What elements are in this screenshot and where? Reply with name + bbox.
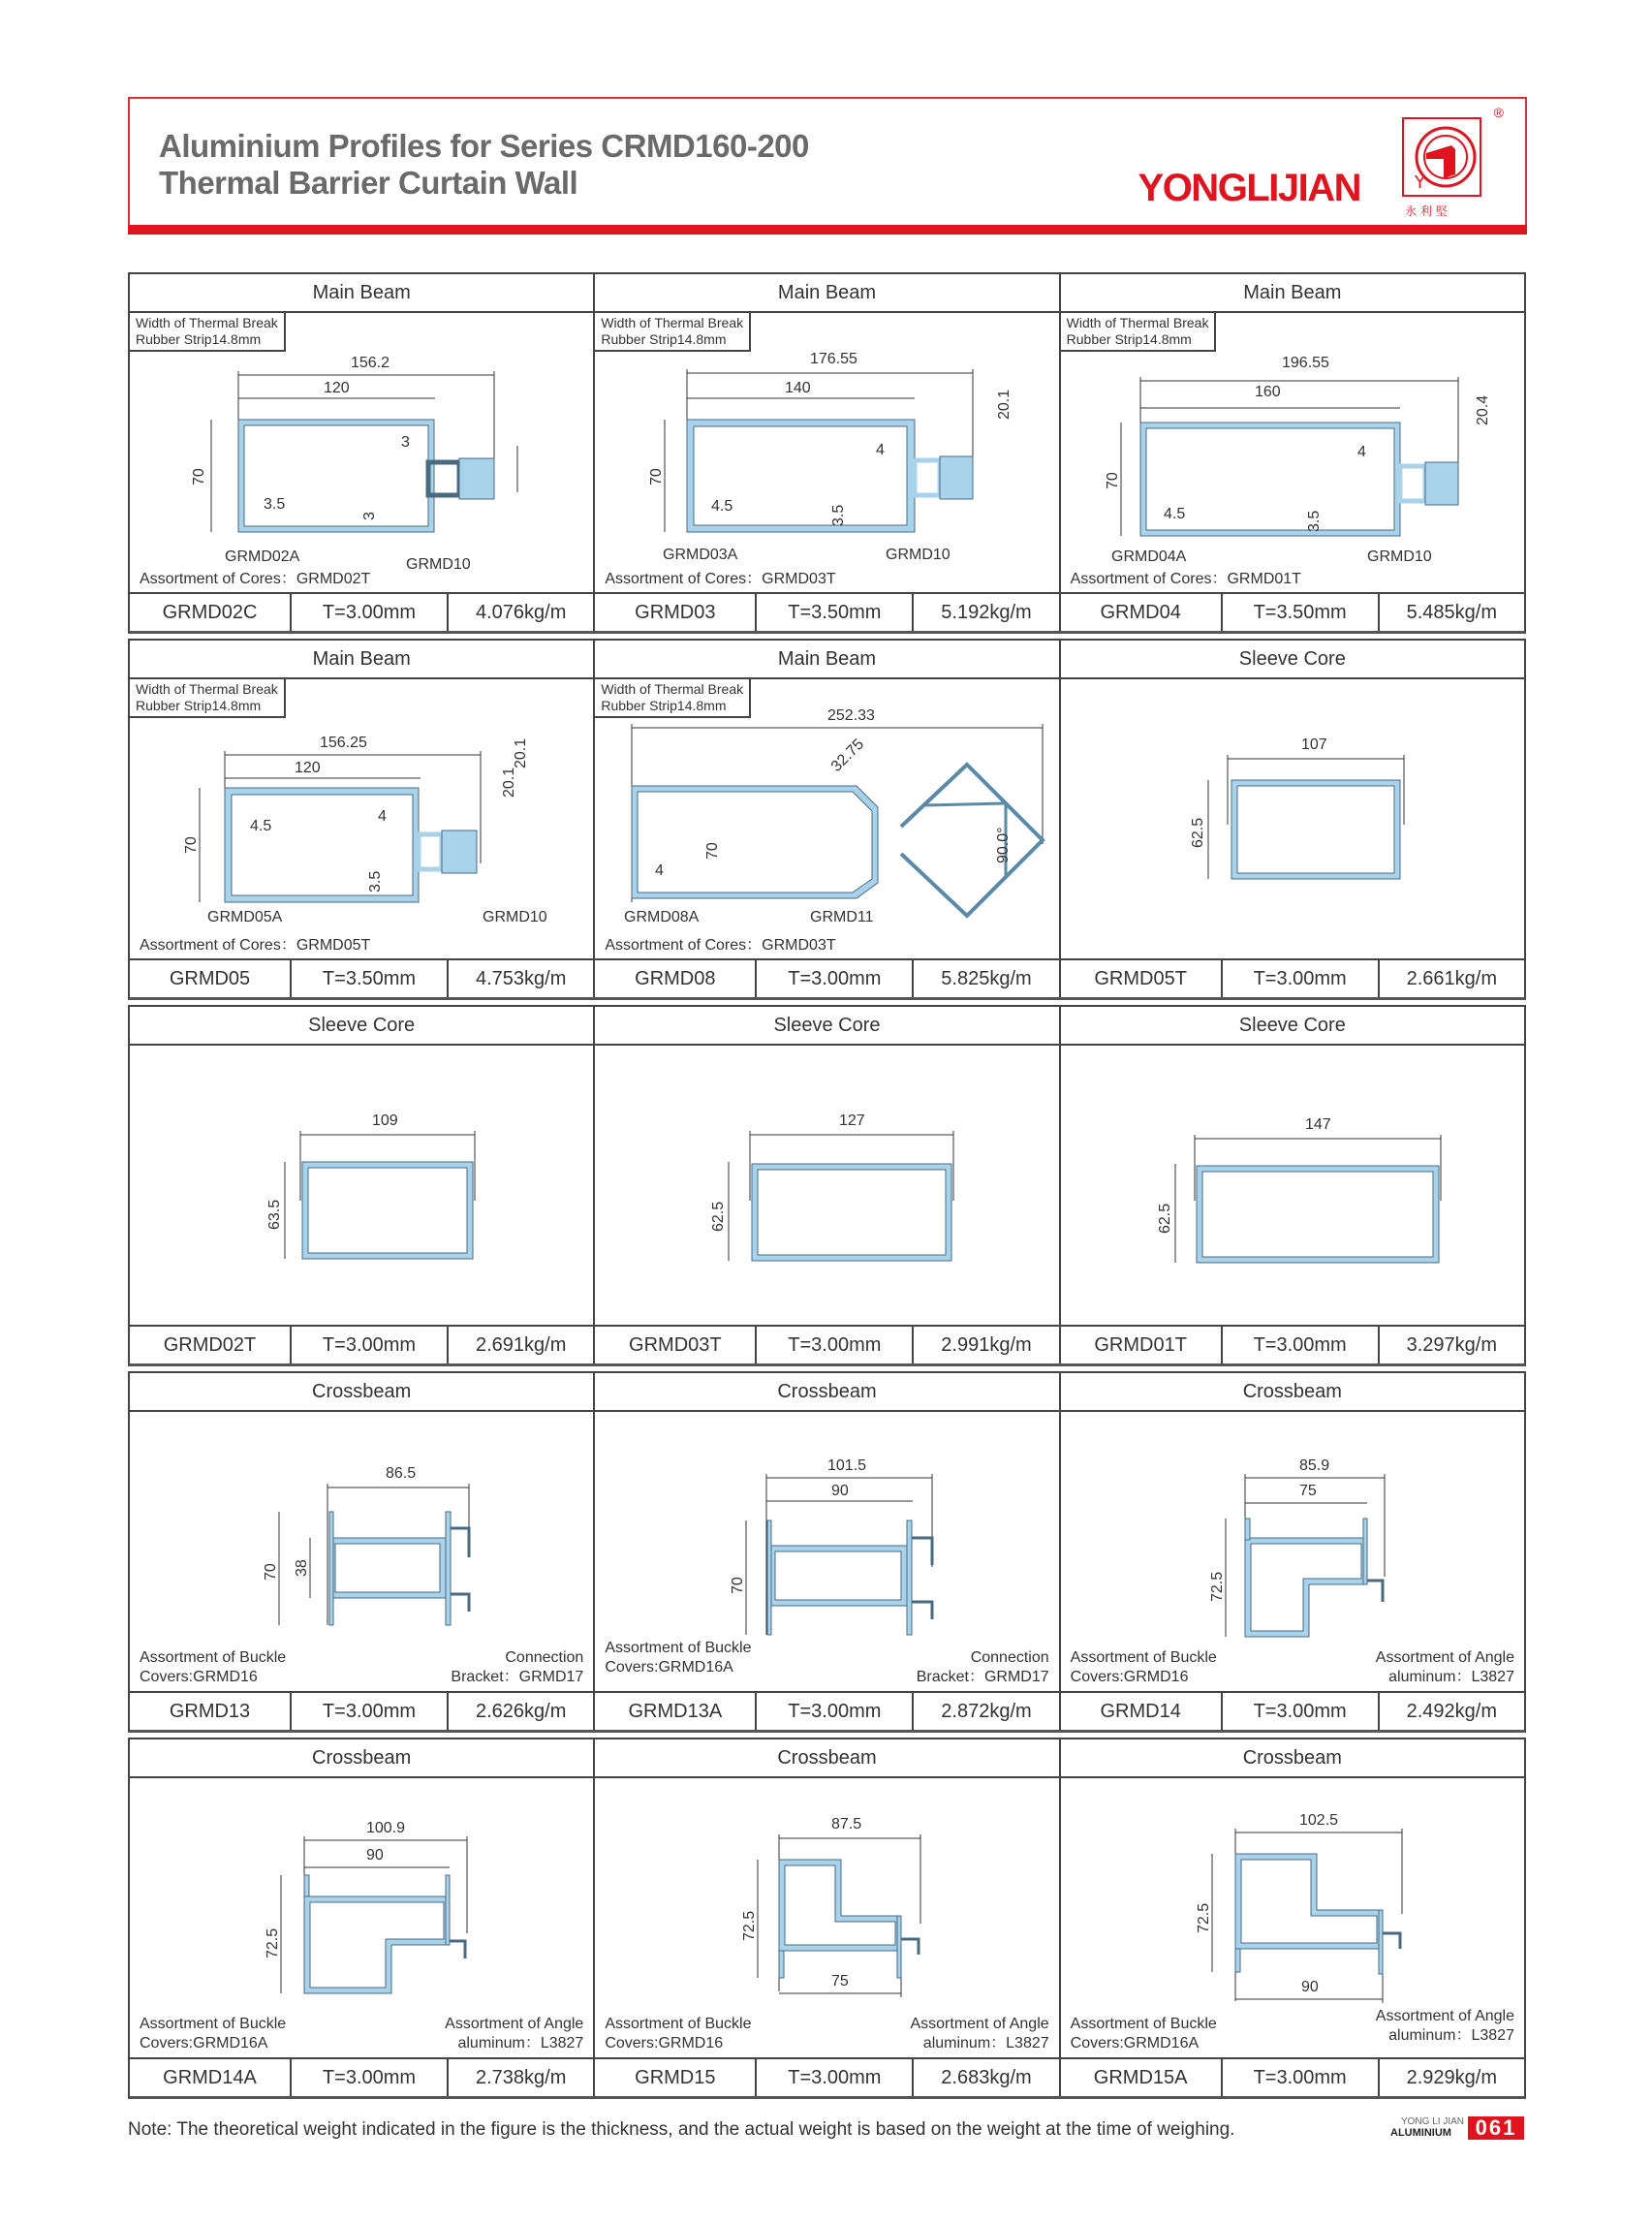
- svg-text:GRMD03A: GRMD03A: [663, 547, 738, 563]
- svg-text:252.33: 252.33: [827, 707, 876, 724]
- profile-weight: 2.872kg/m: [941, 1701, 1032, 1722]
- profile-card: [1061, 1007, 1524, 1363]
- profile-drawing: [130, 679, 595, 965]
- svg-text:GRMD10: GRMD10: [406, 556, 471, 573]
- card-title: Sleeve Core: [1061, 641, 1524, 679]
- connection-bracket-note: Connection Bracket：GRMD17: [916, 1649, 1049, 1685]
- svg-text:GRMD10: GRMD10: [1366, 548, 1432, 565]
- svg-text:101.5: 101.5: [827, 1457, 867, 1474]
- profile-weight: 2.738kg/m: [475, 2067, 567, 2088]
- profile-code: GRMD14A: [130, 2059, 292, 2096]
- svg-text:72.5: 72.5: [265, 1927, 281, 1958]
- card-title: Sleeve Core: [595, 1007, 1058, 1046]
- buckle-cover-note: Assortment of Buckle Covers:GRMD16: [605, 2016, 752, 2052]
- card-drawing: [130, 1412, 593, 1691]
- svg-text:20.4: 20.4: [1474, 394, 1491, 425]
- angle-aluminum-note: Assortment of Angle aluminum：L3827: [1375, 2008, 1514, 2044]
- svg-text:90: 90: [366, 1847, 384, 1864]
- card-title: Main Beam: [130, 641, 593, 679]
- svg-text:62.5: 62.5: [710, 1201, 728, 1232]
- profile-drawing: [130, 1046, 595, 1331]
- card-drawing: [1061, 313, 1524, 592]
- svg-text:176.55: 176.55: [810, 351, 858, 367]
- svg-text:3.5: 3.5: [367, 870, 384, 893]
- connection-bracket-note: Connection Bracket：GRMD17: [451, 1649, 584, 1685]
- svg-text:GRMD10: GRMD10: [886, 547, 951, 563]
- angle-aluminum-note: Assortment of Angle aluminum：L3827: [445, 2016, 584, 2052]
- profile-code: GRMD13A: [595, 1693, 757, 1730]
- buckle-cover-note: Assortment of Buckle Covers:GRMD16A: [1070, 2016, 1217, 2052]
- profile-weight: 2.691kg/m: [475, 1334, 567, 1356]
- buckle-cover-note: Assortment of Buckle Covers:GRMD16A: [140, 2016, 287, 2052]
- svg-text:Y: Y: [1415, 172, 1425, 193]
- page-title: [159, 128, 809, 202]
- svg-text:3.5: 3.5: [1305, 510, 1323, 532]
- profile-thickness: T=3.50mm: [1223, 594, 1380, 631]
- brand-name: YONGLIJIAN: [1138, 167, 1360, 209]
- svg-text:4: 4: [1356, 444, 1366, 460]
- profile-card: [595, 641, 1060, 997]
- svg-text:127: 127: [839, 1112, 866, 1129]
- card-drawing: [1061, 1046, 1524, 1325]
- card-drawing: [1061, 1412, 1524, 1691]
- svg-text:4: 4: [378, 808, 387, 825]
- svg-text:GRMD10: GRMD10: [483, 909, 547, 925]
- profile-weight: 4.753kg/m: [475, 968, 567, 989]
- thermal-strip-note: Width of Thermal Break Rubber Strip14.8mm: [130, 313, 286, 352]
- card-title: Crossbeam: [595, 1373, 1058, 1412]
- svg-text:32.75: 32.75: [828, 736, 868, 775]
- svg-text:63.5: 63.5: [266, 1199, 283, 1230]
- page-badge: [1390, 2115, 1517, 2140]
- profile-code: GRMD04: [1061, 594, 1223, 631]
- grid-row: [128, 1738, 1526, 2099]
- profile-card: [595, 1373, 1060, 1730]
- card-drawing: [595, 1778, 1058, 2057]
- svg-text:3.5: 3.5: [264, 496, 286, 513]
- profile-thickness: T=3.00mm: [1223, 960, 1380, 997]
- profile-weight: 5.825kg/m: [941, 968, 1032, 989]
- svg-text:90.0°: 90.0°: [995, 827, 1013, 863]
- profile-card: [1061, 1739, 1524, 2096]
- profile-weight: 5.485kg/m: [1406, 602, 1498, 623]
- cores-note: Assortment of Cores：GRMD02T: [140, 571, 371, 587]
- cores-note: Assortment of Cores：GRMD03T: [605, 937, 836, 954]
- svg-text:4.5: 4.5: [711, 498, 733, 515]
- svg-text:GRMD11: GRMD11: [810, 909, 874, 925]
- profile-drawing: [595, 679, 1060, 965]
- profile-weight: 2.991kg/m: [941, 1334, 1032, 1356]
- profile-card: [1061, 1373, 1524, 1730]
- profile-thickness: T=3.00mm: [757, 2059, 914, 2096]
- angle-aluminum-note: Assortment of Angle aluminum：L3827: [1375, 1649, 1514, 1685]
- profile-card: [595, 1739, 1060, 2096]
- svg-text:90: 90: [831, 1483, 850, 1499]
- profile-thickness: T=3.00mm: [757, 1327, 914, 1363]
- profile-thickness: T=3.00mm: [292, 2059, 449, 2096]
- svg-text:4: 4: [655, 862, 665, 879]
- svg-text:GRMD02A: GRMD02A: [225, 548, 300, 565]
- profile-card: [130, 1007, 595, 1363]
- profile-thickness: T=3.00mm: [757, 1693, 914, 1730]
- grid-row: [128, 1005, 1526, 1366]
- page-number: 061: [1468, 2116, 1524, 2140]
- profile-code: GRMD03T: [595, 1327, 757, 1363]
- svg-text:120: 120: [324, 380, 350, 396]
- profile-card: [130, 641, 595, 997]
- profile-card: [130, 1373, 595, 1730]
- svg-text:70: 70: [183, 836, 200, 854]
- profile-code: GRMD13: [130, 1693, 292, 1730]
- svg-text:140: 140: [785, 380, 812, 396]
- svg-text:147: 147: [1304, 1116, 1331, 1133]
- buckle-cover-note: Assortment of Buckle Covers:GRMD16: [1070, 1649, 1217, 1685]
- profile-code: GRMD01T: [1061, 1327, 1223, 1363]
- profile-weight: 2.661kg/m: [1406, 968, 1498, 989]
- profile-code: GRMD08: [595, 960, 757, 997]
- thermal-strip-note: Width of Thermal Break Rubber Strip14.8mm: [595, 679, 751, 718]
- svg-text:70: 70: [263, 1563, 279, 1581]
- svg-text:72.5: 72.5: [1195, 1902, 1212, 1933]
- brand-logo-icon: [1401, 116, 1488, 221]
- svg-text:3: 3: [361, 512, 378, 520]
- profile-thickness: T=3.50mm: [292, 960, 449, 997]
- buckle-cover-note: Assortment of Buckle Covers:GRMD16: [140, 1649, 287, 1685]
- weight-footnote: Note: The theoretical weight indicated in the figure is the thickness, and the actual weight is based on the weight at the time of weighing.: [128, 2119, 1235, 2140]
- profile-drawing: [1061, 679, 1526, 965]
- svg-text:100.9: 100.9: [366, 1820, 406, 1836]
- card-title: Crossbeam: [130, 1739, 593, 1778]
- svg-text:72.5: 72.5: [741, 1910, 759, 1941]
- svg-text:160: 160: [1254, 384, 1281, 400]
- profile-code: GRMD02T: [130, 1327, 292, 1363]
- card-title: Sleeve Core: [130, 1007, 593, 1046]
- profile-code: GRMD05: [130, 960, 292, 997]
- profile-drawing: [1061, 313, 1526, 599]
- svg-text:GRMD04A: GRMD04A: [1110, 548, 1187, 565]
- card-drawing: [1061, 679, 1524, 958]
- card-title: Crossbeam: [1061, 1739, 1524, 1778]
- profile-thickness: T=3.00mm: [292, 1327, 449, 1363]
- svg-text:20.1: 20.1: [513, 737, 529, 768]
- svg-text:156.25: 156.25: [320, 735, 367, 751]
- card-drawing: [1061, 1778, 1524, 2057]
- card-title: Main Beam: [1061, 274, 1524, 313]
- profile-card: [1061, 274, 1524, 631]
- cores-note: Assortment of Cores：GRMD05T: [140, 937, 371, 954]
- profile-thickness: T=3.00mm: [1223, 1327, 1380, 1363]
- footer-brand-sub: ALUMINIUM: [1390, 2127, 1451, 2139]
- profile-thickness: T=3.50mm: [757, 594, 914, 631]
- svg-text:20.1: 20.1: [996, 389, 1013, 420]
- svg-text:70: 70: [730, 1577, 747, 1594]
- grid-row: [128, 1371, 1526, 1733]
- card-drawing: [130, 679, 593, 958]
- svg-text:70: 70: [704, 842, 722, 860]
- profile-thickness: T=3.00mm: [1223, 1693, 1380, 1730]
- header-accent-bar: [128, 225, 1527, 235]
- svg-text:156.2: 156.2: [351, 355, 390, 371]
- svg-text:107: 107: [1300, 736, 1327, 753]
- profile-weight: 3.297kg/m: [1406, 1334, 1498, 1356]
- svg-text:3: 3: [401, 434, 410, 451]
- svg-text:38: 38: [294, 1559, 310, 1577]
- profile-weight: 2.492kg/m: [1406, 1701, 1498, 1722]
- svg-text:62.5: 62.5: [1156, 1203, 1173, 1234]
- profile-drawing: [595, 1046, 1060, 1331]
- svg-text:永 利 堅: 永 利 堅: [1405, 204, 1448, 218]
- card-drawing: [595, 679, 1058, 958]
- profile-weight: 2.626kg/m: [475, 1701, 567, 1722]
- grid-row: [128, 639, 1526, 1000]
- card-title: Main Beam: [595, 641, 1058, 679]
- thermal-strip-note: Width of Thermal Break Rubber Strip14.8mm: [1061, 313, 1217, 352]
- thermal-strip-note: Width of Thermal Break Rubber Strip14.8mm: [595, 313, 751, 352]
- svg-text:109: 109: [372, 1112, 398, 1129]
- title-line-2: Thermal Barrier Curtain Wall: [159, 165, 578, 201]
- svg-text:75: 75: [1298, 1483, 1317, 1499]
- svg-text:70: 70: [1104, 472, 1121, 489]
- svg-text:GRMD08A: GRMD08A: [624, 909, 700, 925]
- cores-note: Assortment of Cores：GRMD01T: [1070, 571, 1301, 587]
- profile-grid: [128, 272, 1526, 2104]
- svg-text:GRMD05A: GRMD05A: [207, 909, 283, 925]
- svg-text:86.5: 86.5: [386, 1465, 417, 1482]
- svg-text:120: 120: [295, 760, 321, 776]
- profile-drawing: [1061, 1046, 1526, 1331]
- card-title: Sleeve Core: [1061, 1007, 1524, 1046]
- thermal-strip-note: Width of Thermal Break Rubber Strip14.8mm: [130, 679, 286, 718]
- profile-weight: 2.683kg/m: [941, 2067, 1032, 2088]
- profile-card: [595, 1007, 1060, 1363]
- card-drawing: [130, 1778, 593, 2057]
- svg-text:20.1: 20.1: [501, 767, 517, 798]
- svg-text:4: 4: [876, 442, 886, 458]
- svg-text:4.5: 4.5: [250, 818, 272, 834]
- svg-text:196.55: 196.55: [1281, 355, 1329, 371]
- profile-code: GRMD15: [595, 2059, 757, 2096]
- page-header: [128, 97, 1527, 225]
- profile-thickness: T=3.00mm: [292, 1693, 449, 1730]
- svg-text:3.5: 3.5: [830, 504, 848, 526]
- svg-text:90: 90: [1300, 1979, 1319, 1995]
- angle-aluminum-note: Assortment of Angle aluminum：L3827: [910, 2016, 1049, 2052]
- card-title: Crossbeam: [1061, 1373, 1524, 1412]
- card-title: Crossbeam: [595, 1739, 1058, 1778]
- profile-thickness: T=3.00mm: [1223, 2059, 1380, 2096]
- registered-mark: ®: [1493, 105, 1504, 120]
- profile-code: GRMD02C: [130, 594, 292, 631]
- card-drawing: [595, 1046, 1058, 1325]
- profile-card: [130, 1739, 595, 2096]
- svg-text:85.9: 85.9: [1298, 1457, 1329, 1474]
- card-drawing: [130, 1046, 593, 1325]
- card-title: Main Beam: [130, 274, 593, 313]
- svg-text:72.5: 72.5: [1208, 1571, 1226, 1602]
- svg-text:75: 75: [831, 1973, 850, 1989]
- card-drawing: [595, 1412, 1058, 1691]
- footer-brand: YONG LI JIAN: [1400, 2116, 1464, 2127]
- svg-text:70: 70: [191, 468, 207, 486]
- buckle-cover-note: Assortment of Buckle Covers:GRMD16A: [605, 1640, 752, 1676]
- svg-text:87.5: 87.5: [831, 1816, 862, 1832]
- profile-code: GRMD14: [1061, 1693, 1223, 1730]
- cores-note: Assortment of Cores：GRMD03T: [605, 571, 836, 587]
- title-line-1: Aluminium Profiles for Series CRMD160-200: [159, 128, 809, 164]
- profile-code: GRMD15A: [1061, 2059, 1223, 2096]
- profile-weight: 4.076kg/m: [475, 602, 567, 623]
- profile-code: GRMD03: [595, 594, 757, 631]
- profile-drawing: [595, 313, 1060, 599]
- card-title: Crossbeam: [130, 1373, 593, 1412]
- profile-weight: 2.929kg/m: [1406, 2067, 1498, 2088]
- profile-weight: 5.192kg/m: [941, 602, 1032, 623]
- svg-text:4.5: 4.5: [1163, 506, 1185, 522]
- card-drawing: [595, 313, 1058, 592]
- profile-thickness: T=3.00mm: [292, 594, 449, 631]
- profile-code: GRMD05T: [1061, 960, 1223, 997]
- svg-text:102.5: 102.5: [1298, 1812, 1338, 1829]
- card-title: Main Beam: [595, 274, 1058, 313]
- profile-thickness: T=3.00mm: [757, 960, 914, 997]
- profile-card: [1061, 641, 1524, 997]
- svg-text:62.5: 62.5: [1189, 817, 1206, 848]
- profile-card: [595, 274, 1060, 631]
- svg-text:70: 70: [648, 468, 666, 486]
